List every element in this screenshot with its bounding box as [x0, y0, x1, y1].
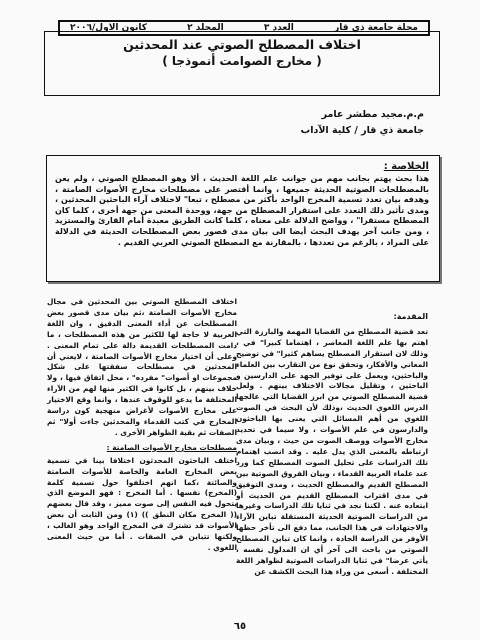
journal-name: مجلة جامعة ذي قار: [334, 23, 418, 33]
author-name: م.م.مجيد مطشر عامر: [321, 109, 424, 120]
abstract-text: هذا بحث يهتم بجانب مهم من جوانب علم اللغة الحديث ، ألا وهو المصطلح الصوتي ، ولم يعن بالمصطلحات الصوتية الحديثة جميعها ، وانما أقتصر على مصطلحات مخارج الأصوات الصامتة ، وهدفه بيان تعدد تسمية المخرج الواحد بأكثر من مصطلح ، تبعا" لاختلاف آراء الباحثين المحدثين ، ومدى تأثير ذلك التعدد على استقرار المصطلح من جهة، ووحدة المعنى من جهة أخرى ، كلما كان المصطلح مستقرا" ، وواضح الدلالة على معناه ، كلما كانت الطريق معبدة أمام القارئ والمستزيد ، ومن جانب آخر يهدف البحث أيضا الى بيان مدى قصور بعض المصطلحات الحديثة في الدلالة على المراد ، بالرغم من تعددها ، بالمقارنة مع المصطلح الصوتي العربي القديم .: [55, 174, 429, 247]
abstract-heading: الخلاصة :: [383, 161, 429, 172]
article-title: اختلاف المصطلح الصوتي عند المحدثين: [123, 37, 361, 52]
intro-heading: المقدمة:: [393, 312, 428, 321]
section-heading: مصطلحات مخارج الأصوات الصامتة :: [106, 442, 237, 452]
body-paragraph: اختلاف المصطلح الصوتي بين المحدثين في مجال مخارج الأصوات الصامتة ،ثم بيان مدى قصور بعض المصطلحات عن أداء المعنى الدقيق ، وان اللغة العربية لا حاجة لها للكثير من هذه المصطلحات ، ما دامت المصطلحات القديمة دالة على تمام المعنى . وعلى أن اختيار مخارج الأصوات الصامتة ، لايعني أن المحدثين في مصطلحات سفقتها على شكل مجموعات او أصوات" مفرده" ، محل اتفاق فيها ، ولا خلاف بينهم ، بل كانوا في الكثير منها لهم من الآراء المختلفة ما يدعو للوقوف عندها ، وانما وقع الاختيار على مخارج الأصوات لأغراض منهجية كون دراسة المخارج في كتب القدماء والمحدثين جاءت أولا" ثم الصفات ثم بقية الظواهر الأخرى .: [47, 297, 237, 437]
title-box: [44, 31, 440, 96]
issue-date: كانون الاول/٢٠٠٦: [70, 23, 147, 33]
issue-number: العدد ٣: [263, 23, 294, 33]
article-subtitle: ( مخارج الصوامت أنموذجا ): [162, 54, 322, 68]
volume-number: المجلد ٢: [187, 23, 224, 33]
page-number: ٦٥: [233, 621, 247, 632]
author-affiliation: جامعة ذي قار / كلية الآداب: [300, 125, 424, 136]
abstract-box: [46, 155, 440, 282]
body-column-left: [47, 297, 237, 555]
body-column-right: [236, 312, 428, 579]
intro-paragraph: تعد قضية المصطلح من القضايا المهمة والبارزة التي اهتم بها علم اللغة المعاصر ، اهتماما كبيرا" في ، وذلك لان استقرار المصطلح يساهم كثيرا" في توضيح المعاني والأفكار، وتحقق نوع من التقارب بين العلماء والباحثين، ويعمل على توفير الجهد على الدارسين و الباحثين ، وتقليل مجالات الاختلاف بينهم . ولعل قضية المصطلح الصوتي من ابرز القضايا التي عالجها الدرس اللغوي الحديث ،وذلك لأن البحث في الصوت اللغوي من أهم المسائل التي يعنى بها الباحثون والدارسون في علم الأصوات ، ولا سيما في تحديد مخارج الأصوات ووصف الصوت من حيث ، وبيان مدى ارتباطه بالمعنى الذي يدل عليه . وقد انصب اهتمام تلك الدراسات على تحليل الصوت المصطلح كما ورد عند علماء العربية القدماء ، وبيان الفروق الصوتية بين المصطلح القديم والمصطلح الحديث ، ومدى التوفيق في مدى اقتراب المصطلح القديم من الحديث أو ابتعاده عنه . لكننا نجد في ثنايا تلك الدراسات وغيرها من الدراسات الصوتية الحديثة المستقلة تباين الآراء والاجتهادات في هذا الجانب، مما دفع الى تأخر حظها الأوفر من الدراسة الجادة ، وانما كان تباين المصطلح الصوتي من باحث الى آخر أي ان المدلول نفسه ، يأتي عرضا" في ثنايا الدراسات الصوتية لظواهر اللغة المختلفة . أسعى من وراء هذا البحث الكشف عن: [236, 326, 428, 576]
body-paragraph: اختلف الباحثون المحدثون اختلافا بينا في تسمية بعض المخارج العامة والخاصة للأصوات الصامتة والصائتة ،كما انهم اختلفوا حول تسمية كلمة (المخرج) نفسها . أما المخرج : فهو الموضع الذي يتحول فيه النفس إلى صوت مميز ، وقد قال بعضهم (( المخرج مكان النطق )) (١) ومن الثابت أن بعض الأصوات قد تشترك في المخرج الواحد وهو الغالب ، ولكنها تتباين في الصفات . أما من حيث المعنى اللغوي .: [47, 455, 237, 552]
author-block: [301, 107, 424, 139]
